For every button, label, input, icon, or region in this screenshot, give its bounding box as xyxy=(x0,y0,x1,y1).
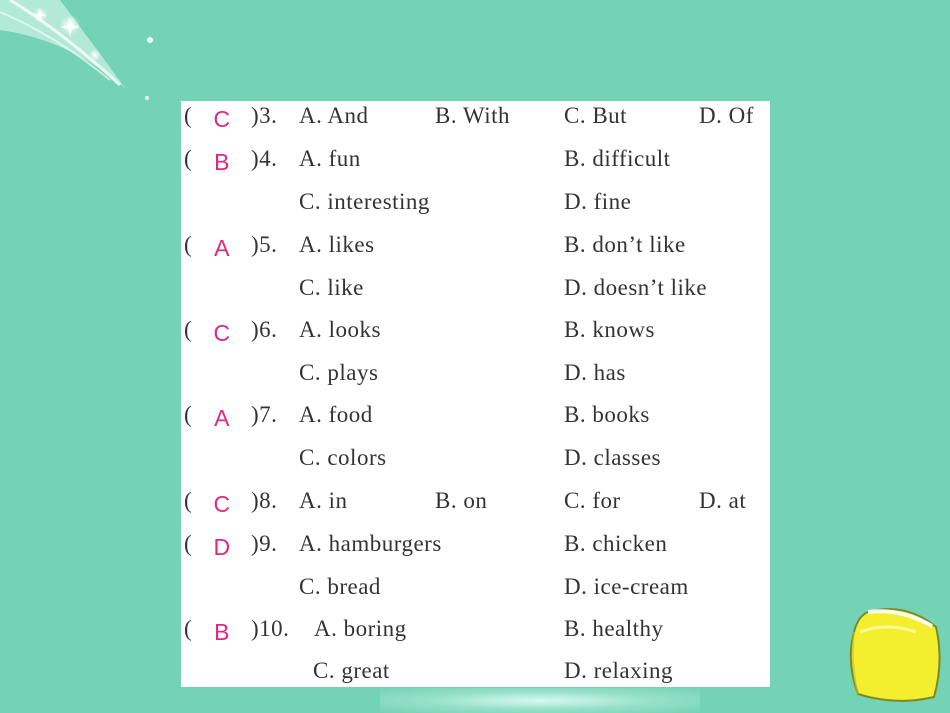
open-paren: ( xyxy=(184,232,193,257)
answer-mark: C xyxy=(213,106,231,132)
question-row-5-continued xyxy=(181,273,770,315)
question-row-4-continued xyxy=(181,187,770,229)
open-paren: ( xyxy=(184,402,193,427)
open-paren: ( xyxy=(184,616,193,641)
option-b: B. difficult xyxy=(564,146,671,171)
answer-mark: A xyxy=(214,405,230,431)
question-row-3 xyxy=(181,101,770,143)
answer-mark: B xyxy=(214,619,230,645)
option-c: C. great xyxy=(313,658,390,683)
option-d: D. doesn’t like xyxy=(564,275,708,300)
question-number: )9. xyxy=(251,531,278,556)
option-d: D. fine xyxy=(564,189,632,214)
answer-mark: D xyxy=(213,534,231,560)
option-c: C. bread xyxy=(299,574,381,599)
question-number: )5. xyxy=(251,232,278,257)
option-a: A. And xyxy=(299,103,369,128)
question-row-9-continued xyxy=(181,572,770,614)
question-row-7 xyxy=(181,400,770,442)
question-number: )6. xyxy=(251,317,278,342)
question-number: )4. xyxy=(251,146,278,171)
option-b: B. knows xyxy=(564,317,655,342)
option-c: C. like xyxy=(299,275,364,300)
option-a: A. food xyxy=(299,402,373,427)
option-c: C. plays xyxy=(299,360,379,385)
option-c: C. But xyxy=(564,103,628,128)
answer-mark: A xyxy=(214,235,230,261)
option-c: C. interesting xyxy=(299,189,430,214)
option-b: B. on xyxy=(435,488,488,513)
answer-mark: C xyxy=(213,491,231,517)
option-b: B. don’t like xyxy=(564,232,686,257)
open-paren: ( xyxy=(184,488,193,513)
question-number: )7. xyxy=(251,402,278,427)
quiz-panel xyxy=(181,101,770,687)
option-a: A. looks xyxy=(299,317,381,342)
option-c: C. for xyxy=(564,488,621,513)
question-number: )10. xyxy=(251,616,290,641)
option-c: C. colors xyxy=(299,445,387,470)
option-d: D. classes xyxy=(564,445,661,470)
question-row-5 xyxy=(181,230,770,272)
answer-mark: C xyxy=(213,320,231,346)
question-row-8 xyxy=(181,486,770,528)
option-a: A. fun xyxy=(299,146,361,171)
question-row-7-continued xyxy=(181,443,770,485)
question-number: )3. xyxy=(251,103,278,128)
question-row-6 xyxy=(181,315,770,357)
open-paren: ( xyxy=(184,146,193,171)
question-row-10 xyxy=(181,614,770,656)
lemon-decoration-icon xyxy=(846,602,944,706)
option-d: D. ice-cream xyxy=(564,574,689,599)
question-number: )8. xyxy=(251,488,278,513)
question-row-9 xyxy=(181,529,770,571)
option-b: B. With xyxy=(435,103,510,128)
option-d: D. Of xyxy=(699,103,754,128)
option-d: D. at xyxy=(699,488,747,513)
option-a: A. in xyxy=(299,488,348,513)
option-d: D. relaxing xyxy=(564,658,673,683)
option-b: B. healthy xyxy=(564,616,664,641)
option-b: B. chicken xyxy=(564,531,668,556)
question-row-4 xyxy=(181,144,770,186)
option-a: A. boring xyxy=(314,616,407,641)
option-d: D. has xyxy=(564,360,626,385)
open-paren: ( xyxy=(184,317,193,342)
option-b: B. books xyxy=(564,402,650,427)
sparkle-decoration-icon xyxy=(0,0,170,110)
question-row-10-continued xyxy=(181,656,770,698)
open-paren: ( xyxy=(184,103,193,128)
open-paren: ( xyxy=(184,531,193,556)
answer-mark: B xyxy=(214,149,230,175)
question-row-6-continued xyxy=(181,358,770,400)
option-a: A. hamburgers xyxy=(299,531,442,556)
option-a: A. likes xyxy=(299,232,375,257)
